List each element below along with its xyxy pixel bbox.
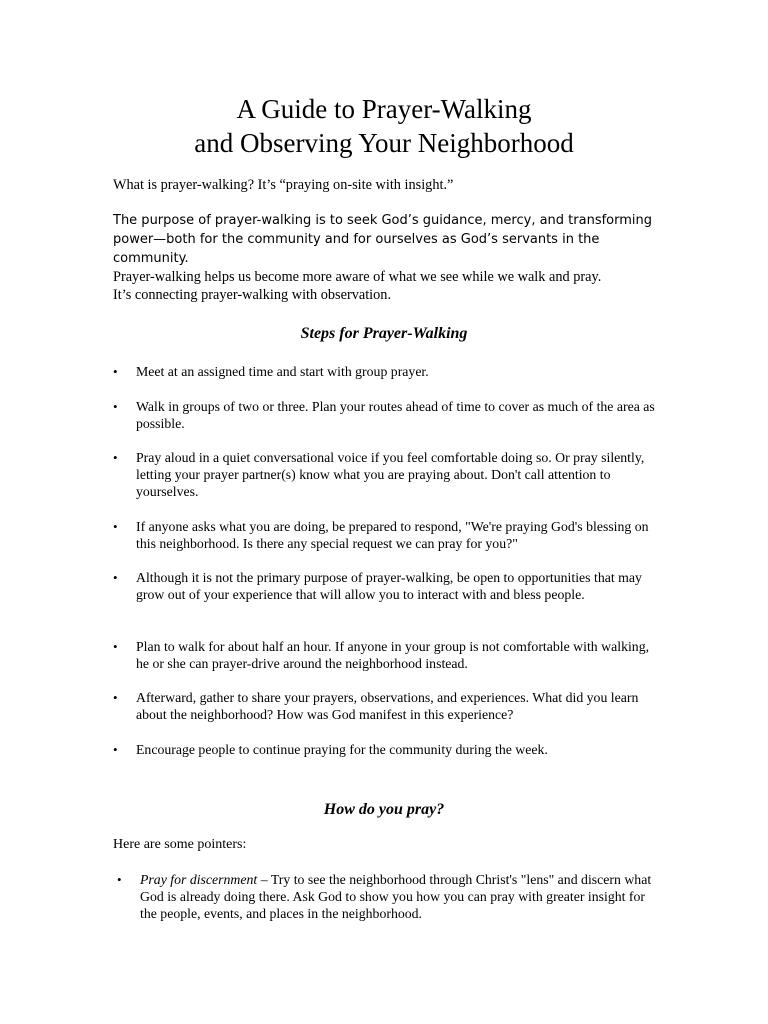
bullet-icon: •	[113, 570, 118, 585]
document-title-line-1: A Guide to Prayer-Walking	[236, 94, 532, 124]
step-text: Walk in groups of two or three. Plan your routes ahead of time to cover as much of the area as possible.	[136, 399, 655, 431]
bullet-icon: •	[113, 742, 118, 757]
bullet-icon: •	[113, 399, 118, 414]
purpose-line-2: power—both for the community and for ourselves as God’s servants in the community.	[113, 232, 600, 266]
step-text: Although it is not the primary purpose of prayer-walking, be open to opportunities that may grow out of your experience that will allow you to interact with and bless people.	[136, 570, 642, 602]
intro-paragraph: What is prayer-walking? It’s “praying on-site with insight.”	[113, 177, 454, 193]
bullet-icon: •	[113, 364, 118, 379]
step-text: Pray aloud in a quiet conversational voice if you feel comfortable doing so. Or pray silently, letting your prayer partner(s) know what you are praying about. Don't call attention to yourselves.	[136, 450, 645, 499]
step-text: Meet at an assigned time and start with group prayer.	[136, 364, 429, 379]
document-title-line-2: and Observing Your Neighborhood	[194, 128, 574, 158]
pointer-text	[140, 871, 655, 922]
steps-heading: Steps for Prayer-Walking	[300, 325, 468, 342]
purpose-line-4: It’s connecting prayer-walking with observation.	[113, 287, 392, 303]
purpose-line-1: The purpose of prayer-walking is to seek God’s guidance, mercy, and transforming	[113, 213, 653, 228]
step-text: Plan to walk for about half an hour. If anyone in your group is not comfortable with walking, he or she can prayer-drive around the neighborhood instead.	[136, 639, 650, 671]
bullet-icon: •	[113, 690, 118, 705]
purpose-line-3: Prayer-walking helps us become more aware of what we see while we walk and pray.	[113, 269, 602, 285]
step-text: If anyone asks what you are doing, be prepared to respond, "We're praying God's blessing on this neighborhood. Is there any special request we can pray for you?"	[136, 519, 649, 551]
bullet-icon: •	[117, 872, 122, 887]
pointer-body: – Try to see the neighborhood through Christ's "lens" and discern what God is already doing there. Ask God to show you how you can pray with greater insight for the people, events, and places in the neighborhood.	[140, 872, 652, 921]
pointer-label: Pray for discernment	[140, 872, 258, 887]
bullet-icon: •	[113, 519, 118, 534]
pray-heading: How do you pray?	[323, 801, 445, 818]
bullet-icon: •	[113, 639, 118, 654]
step-text: Encourage people to continue praying for the community during the week.	[136, 742, 548, 757]
step-text: Afterward, gather to share your prayers, observations, and experiences. What did you learn about the neighborhood? How was God manifest in this experience?	[136, 690, 639, 722]
purpose-paragraph	[113, 211, 673, 304]
pointers-intro: Here are some pointers:	[113, 837, 247, 852]
bullet-icon: •	[113, 450, 118, 465]
